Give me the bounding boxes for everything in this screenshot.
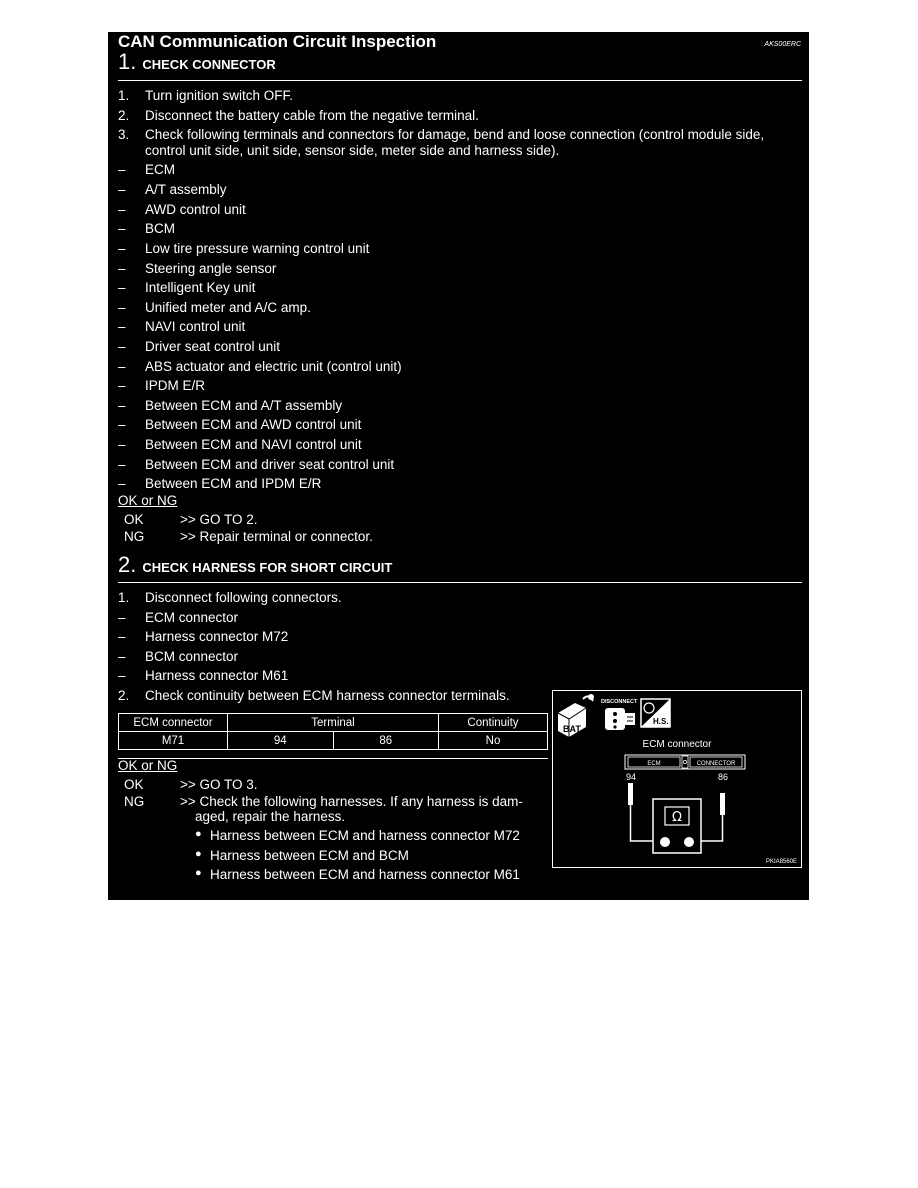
list-item bbox=[118, 437, 808, 454]
table-header-row bbox=[119, 714, 548, 732]
list-marker: – bbox=[118, 202, 126, 217]
list-marker: – bbox=[118, 182, 126, 197]
list-text: Check following terminals and connectors for damage, bend and loose connection (control module side, bbox=[145, 127, 765, 142]
list-text: Steering angle sensor bbox=[145, 261, 277, 276]
divider bbox=[118, 80, 802, 81]
list-text: NAVI control unit bbox=[145, 319, 246, 334]
list-item bbox=[118, 261, 808, 278]
result-key: OK bbox=[124, 512, 144, 527]
result-key: NG bbox=[124, 794, 145, 809]
list-item bbox=[118, 143, 808, 160]
list-marker: – bbox=[118, 610, 126, 625]
list-marker: 3. bbox=[118, 127, 130, 142]
list-marker: 1. bbox=[118, 590, 130, 605]
list-item bbox=[118, 457, 808, 474]
list-text: Disconnect following connectors. bbox=[145, 590, 342, 605]
step2-heading bbox=[118, 552, 392, 578]
continuity-table bbox=[118, 713, 548, 750]
list-item bbox=[118, 221, 808, 238]
list-text: BCM connector bbox=[145, 649, 239, 664]
list-marker: – bbox=[118, 280, 126, 295]
list-item bbox=[118, 127, 808, 144]
bullet-dot-icon: ● bbox=[195, 848, 202, 860]
list-text: Between ECM and AWD control unit bbox=[145, 417, 362, 432]
list-item bbox=[118, 182, 808, 199]
list-item bbox=[118, 378, 808, 395]
list-item bbox=[118, 610, 808, 627]
list-text: BCM bbox=[145, 221, 175, 236]
step2-number: 2. bbox=[118, 552, 137, 577]
battery-icon bbox=[558, 694, 594, 737]
table-row bbox=[119, 732, 548, 750]
connector-tag: CONNECTOR bbox=[696, 761, 736, 767]
list-text: Harness connector M72 bbox=[145, 629, 289, 644]
list-text: Turn ignition switch OFF. bbox=[145, 88, 294, 103]
ecm-connector-icon bbox=[625, 755, 745, 769]
list-item bbox=[118, 241, 808, 258]
list-item bbox=[118, 359, 808, 376]
step1-heading bbox=[118, 49, 276, 75]
list-marker: – bbox=[118, 629, 126, 644]
list-item bbox=[118, 649, 808, 666]
result-value: >> GO TO 3. bbox=[180, 777, 258, 792]
list-marker: – bbox=[118, 668, 126, 683]
list-text: ECM connector bbox=[145, 610, 239, 625]
header-terminal: Terminal bbox=[228, 714, 439, 732]
list-item bbox=[118, 280, 808, 297]
list-marker: – bbox=[118, 417, 126, 432]
list-text: ECM bbox=[145, 162, 175, 177]
step1-number: 1. bbox=[118, 49, 137, 74]
list-marker: – bbox=[118, 437, 126, 452]
list-marker: 1. bbox=[118, 88, 130, 103]
list-marker: – bbox=[118, 162, 126, 177]
result-row bbox=[124, 512, 544, 529]
meter-symbol: Ω bbox=[672, 810, 682, 825]
list-text: ABS actuator and electric unit (control unit) bbox=[145, 359, 402, 374]
list-marker: – bbox=[118, 261, 126, 276]
list-item bbox=[195, 848, 555, 865]
list-text: AWD control unit bbox=[145, 202, 246, 217]
cell-terminal-b: 86 bbox=[333, 732, 439, 750]
divider bbox=[118, 758, 548, 759]
list-item bbox=[118, 668, 808, 685]
list-item bbox=[195, 867, 555, 884]
list-item bbox=[118, 590, 808, 607]
list-text: Between ECM and IPDM E/R bbox=[145, 476, 322, 491]
list-text: Unified meter and A/C amp. bbox=[145, 300, 311, 315]
list-item bbox=[118, 202, 808, 219]
doc-code: AKS00ERC bbox=[764, 41, 801, 48]
result-value: >> GO TO 2. bbox=[180, 512, 258, 527]
result-row bbox=[124, 777, 544, 794]
bullet-text: Harness between ECM and harness connector M61 bbox=[210, 867, 520, 882]
harness-side-icon bbox=[641, 699, 670, 727]
list-item bbox=[118, 398, 808, 415]
connector-title: ECM connector bbox=[642, 739, 712, 750]
page-title: CAN Communication Circuit Inspection bbox=[118, 32, 437, 51]
result-key: OK bbox=[124, 777, 144, 792]
header-ecm-connector: ECM connector bbox=[119, 714, 228, 732]
list-text: Disconnect the battery cable from the negative terminal. bbox=[145, 108, 479, 123]
bullet-text: Harness between ECM and BCM bbox=[210, 848, 409, 863]
list-item bbox=[118, 629, 808, 646]
bullet-dot-icon: ● bbox=[195, 828, 202, 840]
step1-title: CHECK CONNECTOR bbox=[142, 57, 276, 72]
terminal-right-label: 86 bbox=[717, 772, 729, 782]
list-item bbox=[118, 319, 808, 336]
list-text: Check continuity between ECM harness connector terminals. bbox=[145, 688, 510, 703]
result-value: >> Repair terminal or connector. bbox=[180, 529, 373, 544]
list-text: Low tire pressure warning control unit bbox=[145, 241, 370, 256]
disconnect-icon bbox=[601, 699, 638, 730]
list-marker: – bbox=[118, 457, 126, 472]
list-marker: – bbox=[118, 476, 126, 491]
list-text: Intelligent Key unit bbox=[145, 280, 256, 295]
list-marker: – bbox=[118, 339, 126, 354]
list-text: A/T assembly bbox=[145, 182, 227, 197]
list-marker: – bbox=[118, 359, 126, 374]
cell-continuity: No bbox=[439, 732, 548, 750]
bat-label: BAT bbox=[563, 724, 581, 734]
list-text: IPDM E/R bbox=[145, 378, 206, 393]
result-row bbox=[124, 529, 544, 546]
list-item bbox=[118, 162, 808, 179]
divider bbox=[118, 582, 802, 583]
list-item bbox=[118, 417, 808, 434]
list-item bbox=[195, 828, 555, 845]
cell-terminal-a: 94 bbox=[228, 732, 334, 750]
list-marker: – bbox=[118, 300, 126, 315]
result-value: >> Check the following harnesses. If any harness is dam- bbox=[180, 794, 523, 809]
bullet-text: Harness between ECM and harness connector M72 bbox=[210, 828, 520, 843]
list-marker: – bbox=[118, 221, 126, 236]
step1-okng-label: OK or NG bbox=[118, 493, 178, 508]
step2-title: CHECK HARNESS FOR SHORT CIRCUIT bbox=[142, 560, 393, 575]
cell-connector: M71 bbox=[119, 732, 228, 750]
step2-okng-label: OK or NG bbox=[118, 758, 178, 773]
diagram-code: PKIA8560E bbox=[765, 859, 797, 865]
list-item bbox=[118, 88, 808, 105]
terminal-left-label: 94 bbox=[625, 772, 637, 782]
list-item bbox=[118, 339, 808, 356]
list-text: Between ECM and NAVI control unit bbox=[145, 437, 362, 452]
diagram-svg bbox=[553, 691, 801, 867]
ecm-connector-diagram bbox=[552, 690, 802, 868]
header-continuity: Continuity bbox=[439, 714, 548, 732]
list-text: Driver seat control unit bbox=[145, 339, 281, 354]
ecm-tag: ECM bbox=[647, 761, 661, 767]
list-marker: – bbox=[118, 378, 126, 393]
ng-continuation: aged, repair the harness. bbox=[195, 809, 346, 824]
hs-label: H.S. bbox=[653, 717, 669, 726]
list-text: control unit side, unit side, sensor side, meter side and harness side). bbox=[145, 143, 560, 158]
list-item bbox=[118, 476, 808, 493]
document-panel bbox=[108, 32, 809, 900]
list-marker: – bbox=[118, 649, 126, 664]
bullet-dot-icon: ● bbox=[195, 867, 202, 879]
list-text: Between ECM and driver seat control unit bbox=[145, 457, 395, 472]
ohmmeter-icon bbox=[628, 783, 725, 853]
list-text: Harness connector M61 bbox=[145, 668, 289, 683]
list-item bbox=[118, 108, 808, 125]
list-marker: 2. bbox=[118, 688, 130, 703]
disconnect-label: DISCONNECT bbox=[601, 699, 638, 705]
list-marker: – bbox=[118, 398, 126, 413]
list-marker: 2. bbox=[118, 108, 130, 123]
result-key: NG bbox=[124, 529, 145, 544]
list-text: Between ECM and A/T assembly bbox=[145, 398, 343, 413]
list-marker: – bbox=[118, 319, 126, 334]
list-marker: – bbox=[118, 241, 126, 256]
list-item bbox=[118, 300, 808, 317]
